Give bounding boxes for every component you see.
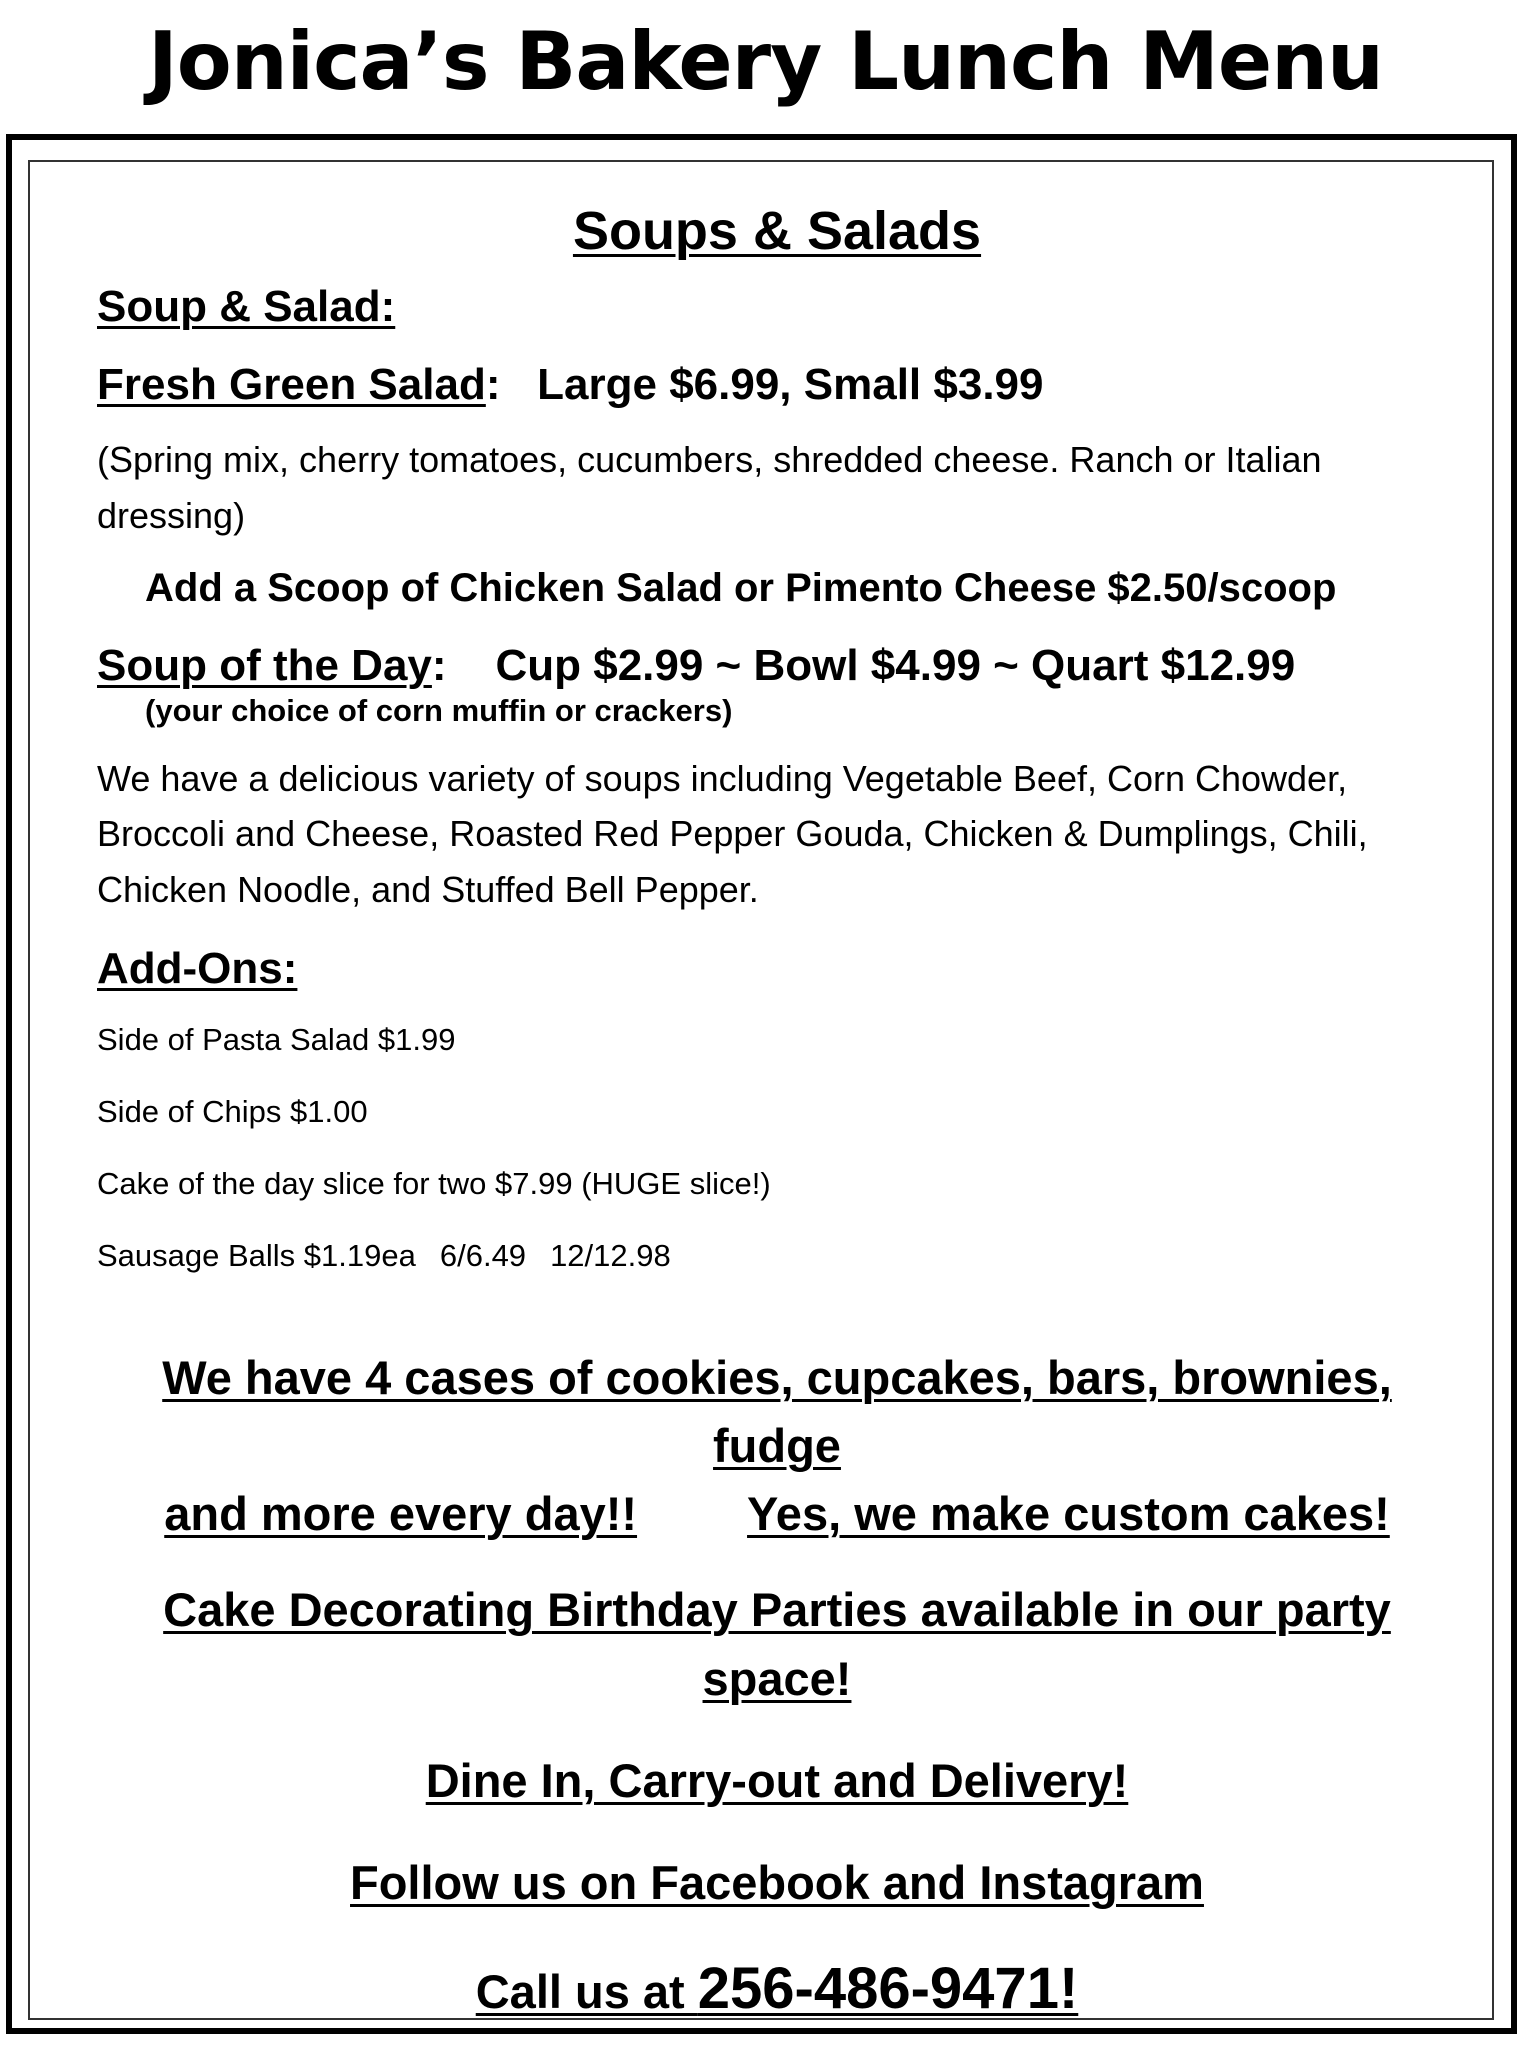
soup-salad-heading: Soup & Salad:: [97, 282, 396, 331]
soup-choice-note: (your choice of corn muffin or crackers): [145, 692, 733, 728]
addon-item: Cake of the day slice for two $7.99 (HUGE slice!): [97, 1165, 771, 1201]
sausage-balls-twelve: 12/12.98: [550, 1237, 671, 1273]
green-salad-description: (Spring mix, cherry tomatoes, cucumbers, shredded cheese. Ranch or Italian dressing): [97, 439, 1322, 536]
addon-item: Side of Pasta Salad $1.99: [97, 1021, 456, 1057]
green-salad-item: Fresh Green Salad: Large $6.99, Small $3.99: [97, 360, 1044, 409]
section-title: Soups & Salads: [572, 201, 982, 261]
green-salad-prices: Large $6.99, Small $3.99: [537, 360, 1044, 409]
promo-cases-line2: and more every day!!: [164, 1487, 638, 1541]
promo-service: Dine In, Carry-out and Delivery!: [425, 1753, 1129, 1807]
menu-content: [97, 200, 1457, 2045]
soup-of-day-name: Soup of the Day: [97, 640, 432, 690]
soup-of-day-item: Soup of the Day: Cup $2.99 ~ Bowl $4.99 ~ Quart $12.99: [97, 640, 1296, 690]
promo-social: Follow us on Facebook and Instagram: [350, 1855, 1204, 1909]
addons-heading: Add-Ons:: [97, 943, 298, 993]
promo-custom-cakes: Yes, we make custom cakes!: [747, 1487, 1390, 1541]
call-prefix: Call us at: [475, 1964, 698, 2018]
phone-number: 256-486-9471!: [697, 1955, 1079, 2021]
menu-title: Jonica’s Bakery Lunch Menu: [148, 15, 1383, 108]
promo-call: [97, 1947, 1457, 2031]
soup-description: We have a delicious variety of soups including Vegetable Beef, Corn Chowder, Broccoli and Cheese, Roasted Red Pepper Gouda, Chicken & Dumplings, Chili, Chicken Noodle, and Stuffed Bell Pepper.: [97, 757, 1368, 911]
green-salad-addon: Add a Scoop of Chicken Salad or Pimento Cheese $2.50/scoop: [145, 565, 1337, 610]
promo-block: [97, 1344, 1457, 2031]
promo-parties: Cake Decorating Birthday Parties available in our party space!: [163, 1583, 1391, 1705]
sausage-balls-six: 6/6.49: [439, 1237, 527, 1273]
addon-sausage-balls: [97, 1238, 1457, 1274]
green-salad-name: Fresh Green Salad: [97, 360, 486, 409]
addon-item: Side of Chips $1.00: [97, 1093, 368, 1129]
promo-cases-line1: We have 4 cases of cookies, cupcakes, bars, brownies, fudge: [162, 1350, 1392, 1473]
soup-of-day-prices: Cup $2.99 ~ Bowl $4.99 ~ Quart $12.99: [495, 640, 1296, 690]
sausage-balls-each: Sausage Balls $1.19ea: [97, 1237, 416, 1273]
